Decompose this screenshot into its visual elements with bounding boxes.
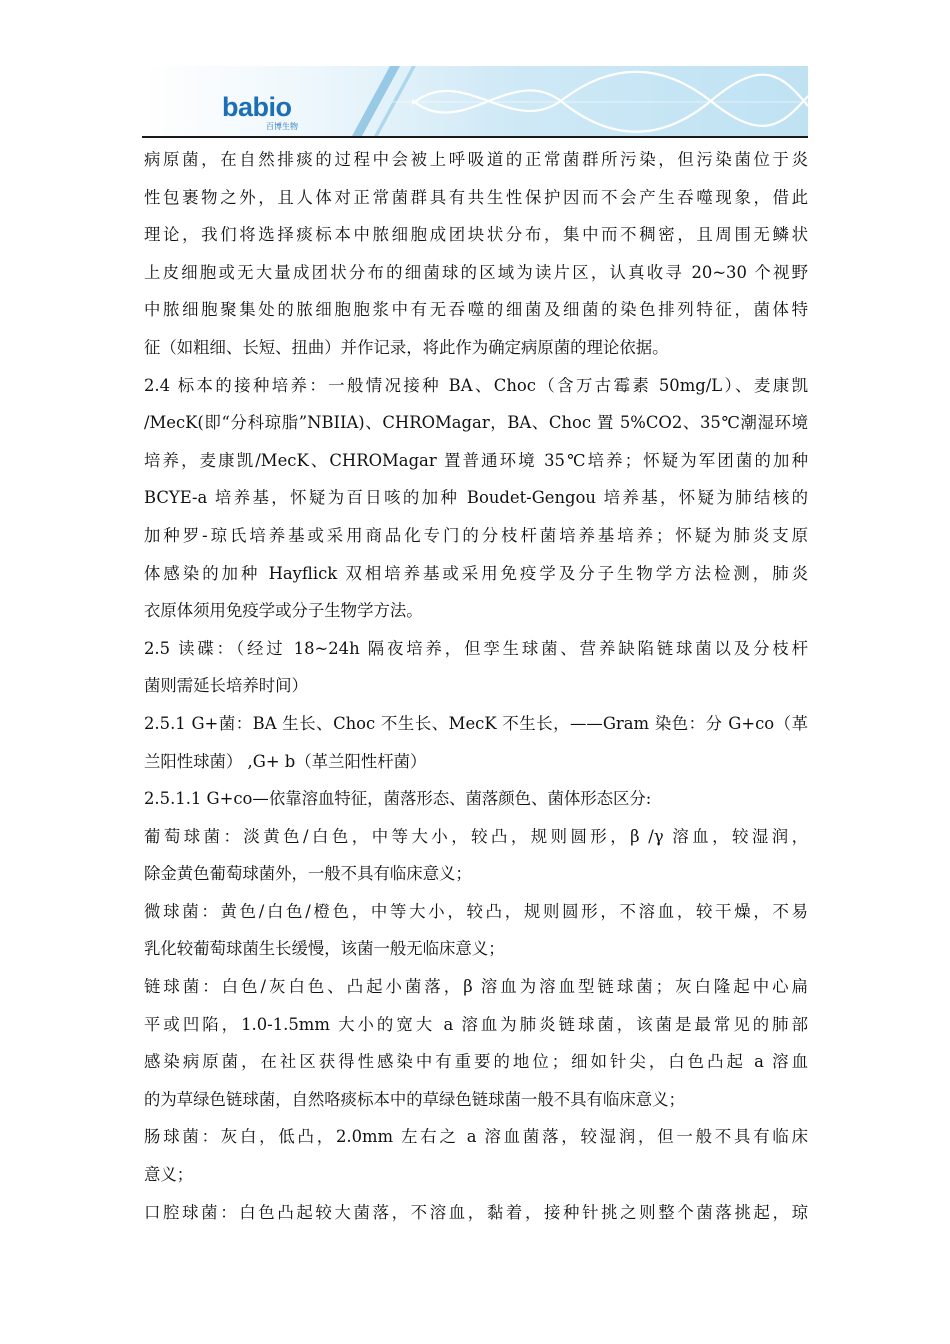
document-body xyxy=(144,141,808,1231)
text-line: 平或凹陷，1.0-1.5mm 大小的宽大 a 溶血为肺炎链球菌，该菌是最常见的肺部 xyxy=(144,1014,808,1034)
section-heading-2-5-1-1: 2.5.1.1 G+co—依靠溶血特征，菌落形态、菌落颜色、菌体形态区分: xyxy=(144,789,652,809)
text-line: 葡萄球菌：淡黄色/白色，中等大小，较凸，规则圆形，β /γ 溶血，较湿润， xyxy=(144,826,808,846)
text-line: 意义； xyxy=(144,1165,194,1185)
text-line: 感染病原菌，在社区获得性感染中有重要的地位；细如针尖，白色凸起 a 溶血 xyxy=(144,1052,808,1072)
text-line: 乳化较葡萄球菌生长缓慢，该菌一般无临床意义； xyxy=(144,939,505,959)
section-heading-2-5-1: 2.5.1 G+菌：BA 生长、Choc 不生长、MecK 不生长，——Gram 染色：分 G+co（革 xyxy=(144,713,808,733)
text-line: 培养，麦康凯/MecK、CHROMagar 置普通环境 35℃培养；怀疑为军团菌的加种 xyxy=(144,450,808,470)
text-line: 口腔球菌：白色凸起较大菌落，不溶血，黏着，接种针挑之则整个菌落挑起，琼 xyxy=(144,1202,808,1222)
text-line: 体感染的加种 Hayflick 双相培养基或采用免疫学及分子生物学方法检测，肺炎 xyxy=(144,563,808,583)
text-line: 的为草绿色链球菌，自然咯痰标本中的草绿色链球菌一般不具有临床意义； xyxy=(144,1089,685,1109)
section-heading-2-5: 2.5 读碟：（经过 18~24h 隔夜培养，但孪生球菌、营养缺陷链球菌以及分枝杆 xyxy=(144,638,808,658)
text-line: 除金黄色葡萄球菌外，一般不具有临床意义； xyxy=(144,864,472,884)
text-line: 理论，我们将选择痰标本中脓细胞成团块状分布，集中而不稠密，且周围无鳞状 xyxy=(144,225,808,245)
text-line: 微球菌：黄色/白色/橙色，中等大小，较凸，规则圆形，不溶血，较干燥，不易 xyxy=(144,901,808,921)
logo-subtitle: 百博生物 xyxy=(266,122,298,131)
page-header xyxy=(142,66,808,138)
text-line: BCYE-a 培养基，怀疑为百日咳的加种 Boudet-Gengou 培养基，怀疑为肺结核的 xyxy=(144,488,808,508)
dna-helix-decoration xyxy=(322,66,808,136)
text-line: 菌则需延长培养时间） xyxy=(144,676,308,696)
text-line: 上皮细胞或无大量成团状分布的细菌球的区域为读片区，认真收寻 20~30 个视野 xyxy=(144,262,808,282)
text-line: 肠球菌：灰白，低凸，2.0mm 左右之 a 溶血菌落，较湿润，但一般不具有临床 xyxy=(144,1127,808,1147)
text-line: 性包裹物之外，且人体对正常菌群具有共生性保护因而不会产生吞噬现象，借此 xyxy=(144,187,808,207)
logo-wordmark: babio xyxy=(222,92,292,122)
section-heading-2-4: 2.4 标本的接种培养：一般情况接种 BA、Choc（含万古霉素 50mg/L）、麦康凯 xyxy=(144,375,808,395)
text-line: 病原菌，在自然排痰的过程中会被上呼吸道的正常菌群所污染，但污染菌位于炎 xyxy=(144,150,808,169)
babio-logo xyxy=(222,92,312,132)
text-line: 兰阳性球菌） ,G+ b（革兰阳性杆菌） xyxy=(144,751,427,771)
text-line: 衣原体须用免疫学或分子生物学方法。 xyxy=(144,601,423,621)
text-line: 加种罗-琼氏培养基或采用商品化专门的分枝杆菌培养基培养；怀疑为肺炎支原 xyxy=(144,525,808,545)
text-line: 征（如粗细、长短、扭曲）并作记录，将此作为确定病原菌的理论依据。 xyxy=(144,337,669,357)
header-rule xyxy=(142,136,808,138)
text-line: 链球菌：白色/灰白色、凸起小菌落，β 溶血为溶血型链球菌；灰白隆起中心扁 xyxy=(144,977,808,997)
text-line: /MecK(即“分科琼脂”NBIIA)、CHROMagar，BA、Choc 置 5%CO2、35℃潮湿环境 xyxy=(144,413,808,433)
text-line: 中脓细胞聚集处的脓细胞胞浆中有无吞噬的细菌及细菌的染色排列特征，菌体特 xyxy=(144,300,808,320)
